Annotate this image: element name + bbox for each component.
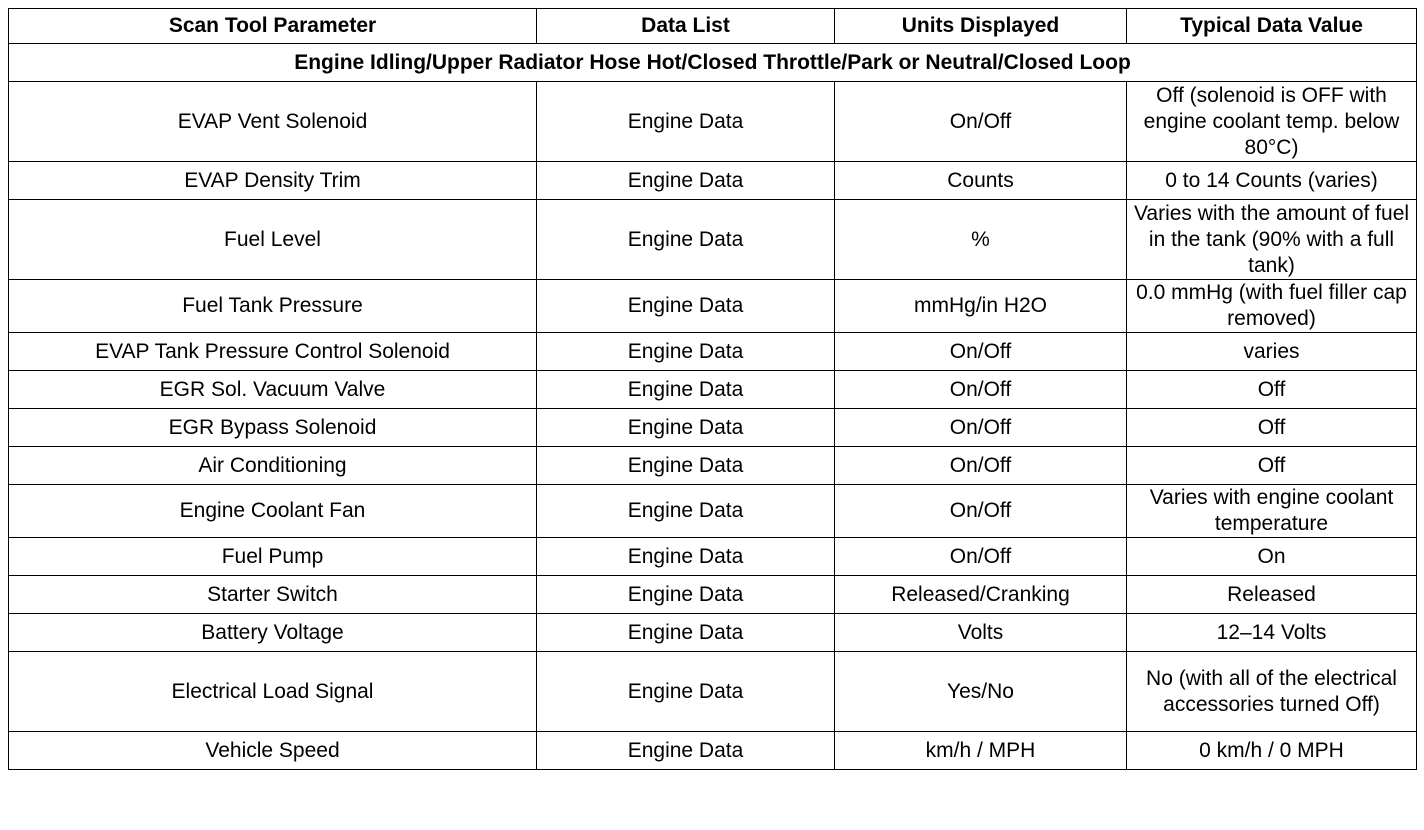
units-cell: On/Off <box>835 409 1127 447</box>
typical-value-cell: Released <box>1127 576 1417 614</box>
units-cell: Yes/No <box>835 652 1127 732</box>
parameter-cell: EVAP Density Trim <box>9 162 537 200</box>
units-cell: Volts <box>835 614 1127 652</box>
table-row <box>9 614 1417 652</box>
table-row <box>9 371 1417 409</box>
parameter-cell: EVAP Tank Pressure Control Solenoid <box>9 333 537 371</box>
data-list-cell: Engine Data <box>537 652 835 732</box>
data-list-cell: Engine Data <box>537 371 835 409</box>
table-row <box>9 200 1417 280</box>
header-typical-data-value: Typical Data Value <box>1127 9 1417 44</box>
units-cell: On/Off <box>835 333 1127 371</box>
typical-value-cell: Varies with engine coolant temperature <box>1127 485 1417 538</box>
parameter-cell: Battery Voltage <box>9 614 537 652</box>
units-cell: Released/Cranking <box>835 576 1127 614</box>
table-row <box>9 162 1417 200</box>
header-scan-tool-parameter: Scan Tool Parameter <box>9 9 537 44</box>
header-units-displayed: Units Displayed <box>835 9 1127 44</box>
data-list-cell: Engine Data <box>537 614 835 652</box>
parameter-cell: Starter Switch <box>9 576 537 614</box>
typical-value-cell: Off (solenoid is OFF with engine coolant temp. below 80°C) <box>1127 82 1417 162</box>
parameter-cell: Fuel Tank Pressure <box>9 280 537 333</box>
units-cell: On/Off <box>835 538 1127 576</box>
table-row <box>9 576 1417 614</box>
typical-value-cell: varies <box>1127 333 1417 371</box>
table-row <box>9 409 1417 447</box>
table-row <box>9 447 1417 485</box>
table-row <box>9 538 1417 576</box>
typical-value-cell: On <box>1127 538 1417 576</box>
typical-value-cell: No (with all of the electrical accessories turned Off) <box>1127 652 1417 732</box>
data-list-cell: Engine Data <box>537 82 835 162</box>
parameter-cell: Fuel Pump <box>9 538 537 576</box>
data-list-cell: Engine Data <box>537 333 835 371</box>
units-cell: On/Off <box>835 82 1127 162</box>
units-cell: mmHg/in H2O <box>835 280 1127 333</box>
units-cell: On/Off <box>835 485 1127 538</box>
data-list-cell: Engine Data <box>537 200 835 280</box>
section-row <box>9 44 1417 82</box>
typical-value-cell: Off <box>1127 409 1417 447</box>
table-row <box>9 280 1417 333</box>
units-cell: On/Off <box>835 371 1127 409</box>
table-row <box>9 732 1417 770</box>
typical-value-cell: Varies with the amount of fuel in the tank (90% with a full tank) <box>1127 200 1417 280</box>
parameter-cell: Engine Coolant Fan <box>9 485 537 538</box>
data-list-cell: Engine Data <box>537 732 835 770</box>
section-title: Engine Idling/Upper Radiator Hose Hot/Closed Throttle/Park or Neutral/Closed Loop <box>9 44 1417 82</box>
typical-value-cell: 12–14 Volts <box>1127 614 1417 652</box>
data-list-cell: Engine Data <box>537 162 835 200</box>
table-row <box>9 485 1417 538</box>
header-data-list: Data List <box>537 9 835 44</box>
typical-value-cell: Off <box>1127 447 1417 485</box>
data-list-cell: Engine Data <box>537 280 835 333</box>
data-list-cell: Engine Data <box>537 576 835 614</box>
table-row <box>9 333 1417 371</box>
parameter-cell: Fuel Level <box>9 200 537 280</box>
typical-value-cell: Off <box>1127 371 1417 409</box>
units-cell: Counts <box>835 162 1127 200</box>
parameter-cell: EGR Bypass Solenoid <box>9 409 537 447</box>
data-list-cell: Engine Data <box>537 538 835 576</box>
parameter-cell: EVAP Vent Solenoid <box>9 82 537 162</box>
table-row <box>9 82 1417 162</box>
typical-value-cell: 0 to 14 Counts (varies) <box>1127 162 1417 200</box>
parameter-cell: Electrical Load Signal <box>9 652 537 732</box>
typical-value-cell: 0.0 mmHg (with fuel filler cap removed) <box>1127 280 1417 333</box>
units-cell: On/Off <box>835 447 1127 485</box>
table-row <box>9 652 1417 732</box>
parameter-cell: Air Conditioning <box>9 447 537 485</box>
units-cell: km/h / MPH <box>835 732 1127 770</box>
parameter-cell: EGR Sol. Vacuum Valve <box>9 371 537 409</box>
data-list-cell: Engine Data <box>537 409 835 447</box>
data-list-cell: Engine Data <box>537 485 835 538</box>
units-cell: % <box>835 200 1127 280</box>
header-row <box>9 9 1417 44</box>
parameter-cell: Vehicle Speed <box>9 732 537 770</box>
scan-tool-data-table <box>8 8 1417 770</box>
typical-value-cell: 0 km/h / 0 MPH <box>1127 732 1417 770</box>
data-list-cell: Engine Data <box>537 447 835 485</box>
